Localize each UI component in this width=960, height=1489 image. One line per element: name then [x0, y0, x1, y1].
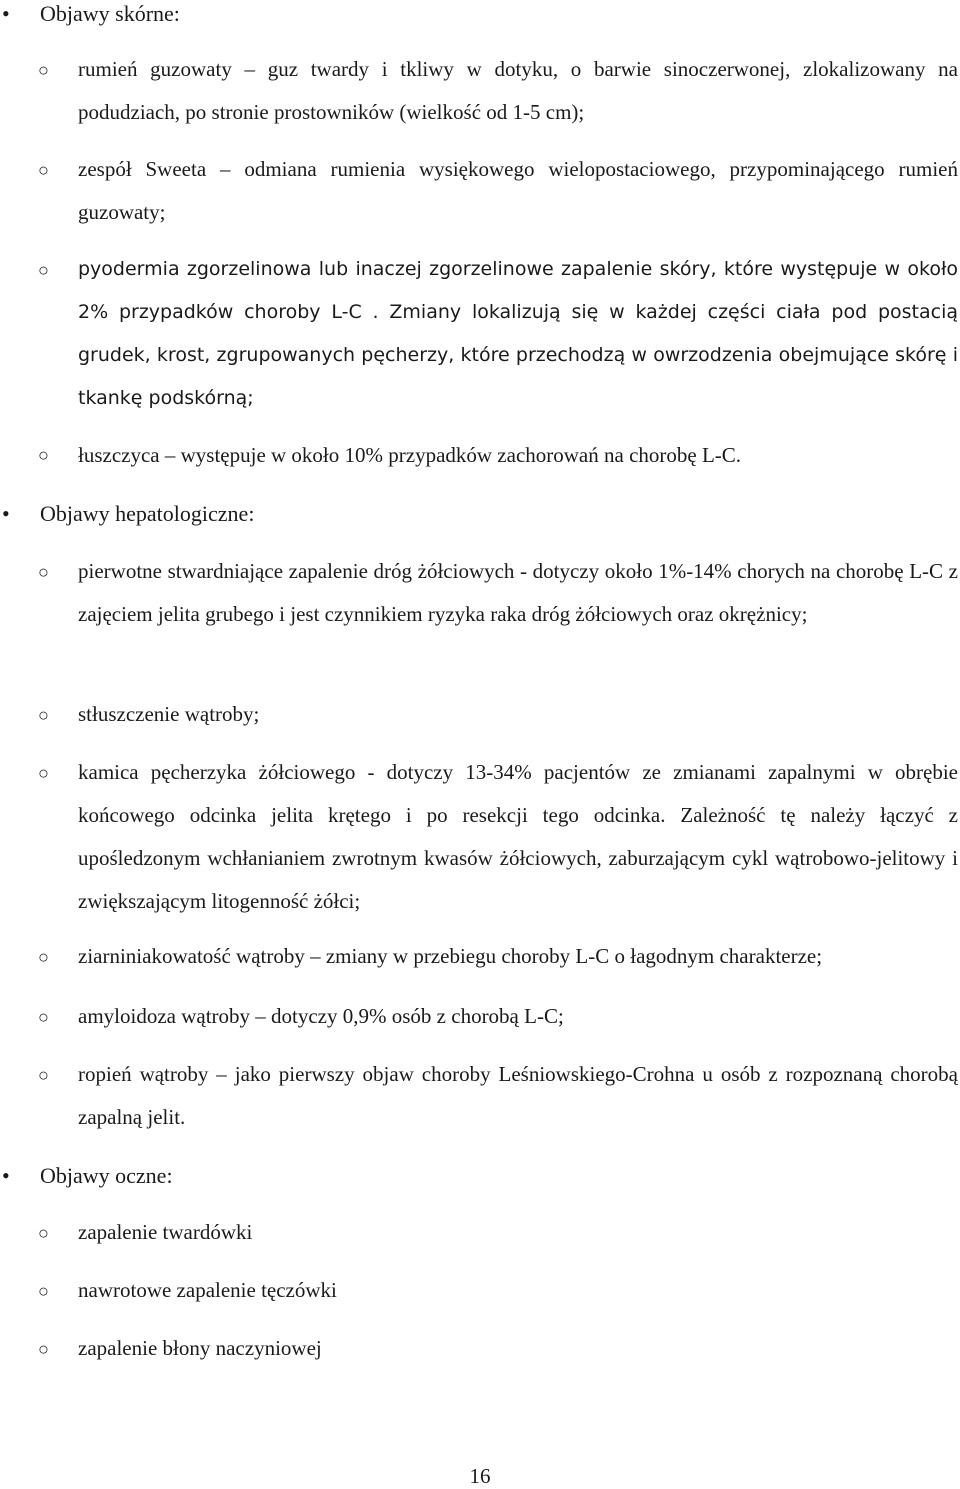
section-title-hepatology: Objawy hepatologiczne:	[40, 501, 255, 526]
section-bullet: •	[2, 1163, 10, 1188]
sub-bullet: ○	[38, 60, 49, 80]
sub-bullet: ○	[38, 260, 49, 280]
sub-bullet: ○	[38, 445, 49, 465]
list-item: pierwotne stwardniające zapalenie dróg żółciowych - dotyczy około 1%-14% chorych na chorobę L-C z zajęciem jelita grubego i jest czynnikiem ryzyka raka dróg żółciowych oraz okrężnicy;	[78, 559, 958, 626]
list-item: ropień wątroby – jako pierwszy objaw choroby Leśniowskiego-Crohna u osób z rozpoznaną chorobą zapalną jelit.	[78, 1062, 958, 1129]
sub-bullet: ○	[38, 763, 49, 783]
list-item: zespół Sweeta – odmiana rumienia wysiękowego wielopostaciowego, przypominającego rumień guzowaty;	[78, 157, 958, 224]
list-item: nawrotowe zapalenie tęczówki	[78, 1278, 337, 1302]
sub-bullet: ○	[38, 1007, 49, 1027]
section-bullet: •	[2, 501, 10, 526]
section-title-eye: Objawy oczne:	[40, 1163, 173, 1188]
sub-bullet: ○	[38, 1223, 49, 1243]
sub-bullet: ○	[38, 705, 49, 725]
sub-bullet: ○	[38, 1281, 49, 1301]
list-item: rumień guzowaty – guz twardy i tkliwy w dotyku, o barwie sinoczerwonej, zlokalizowany na podudziach, po stronie prostowników (wielkość od 1-5 cm);	[78, 57, 958, 124]
list-item: zapalenie błony naczyniowej	[78, 1336, 322, 1360]
sub-bullet: ○	[38, 1339, 49, 1359]
list-item: łuszczyca – występuje w około 10% przypadków zachorowań na chorobę L-C.	[78, 443, 742, 467]
section-bullet: •	[2, 1, 10, 26]
list-item: kamica pęcherzyka żółciowego - dotyczy 13-34% pacjentów ze zmianami zapalnymi w obrębie końcowego odcinka jelita krętego i po resekcji tego odcinka. Zależność tę należy łączyć z upośledzonym wchłanianiem zwrotnym kwasów żółciowych, zaburzającym cykl wątrobowo-jelitowy i zwiększającym litogenność żółci;	[78, 760, 958, 913]
list-item: amyloidoza wątroby – dotyczy 0,9% osób z chorobą L-C;	[78, 1004, 564, 1028]
list-item: pyodermia zgorzelinowa lub inaczej zgorzelinowe zapalenie skóry, które występuje w około 2% przypadków choroby L-C . Zmiany lokalizują się w każdej części ciała pod postacią grudek, krost, zgrupowanych pęcherzy, które przechodzą w owrzodzenia obejmujące skórę i tkankę podskórną;	[78, 258, 958, 409]
list-item: zapalenie twardówki	[78, 1220, 253, 1244]
list-item: stłuszczenie wątroby;	[78, 702, 260, 726]
sub-bullet: ○	[38, 1065, 49, 1085]
sub-bullet: ○	[38, 160, 49, 180]
sub-bullet: ○	[38, 947, 49, 967]
section-title-skin: Objawy skórne:	[40, 1, 180, 26]
list-item: ziarniniakowatość wątroby – zmiany w przebiegu choroby L-C o łagodnym charakterze;	[78, 944, 823, 968]
sub-bullet: ○	[38, 562, 49, 582]
page-number: 16	[469, 1464, 491, 1488]
